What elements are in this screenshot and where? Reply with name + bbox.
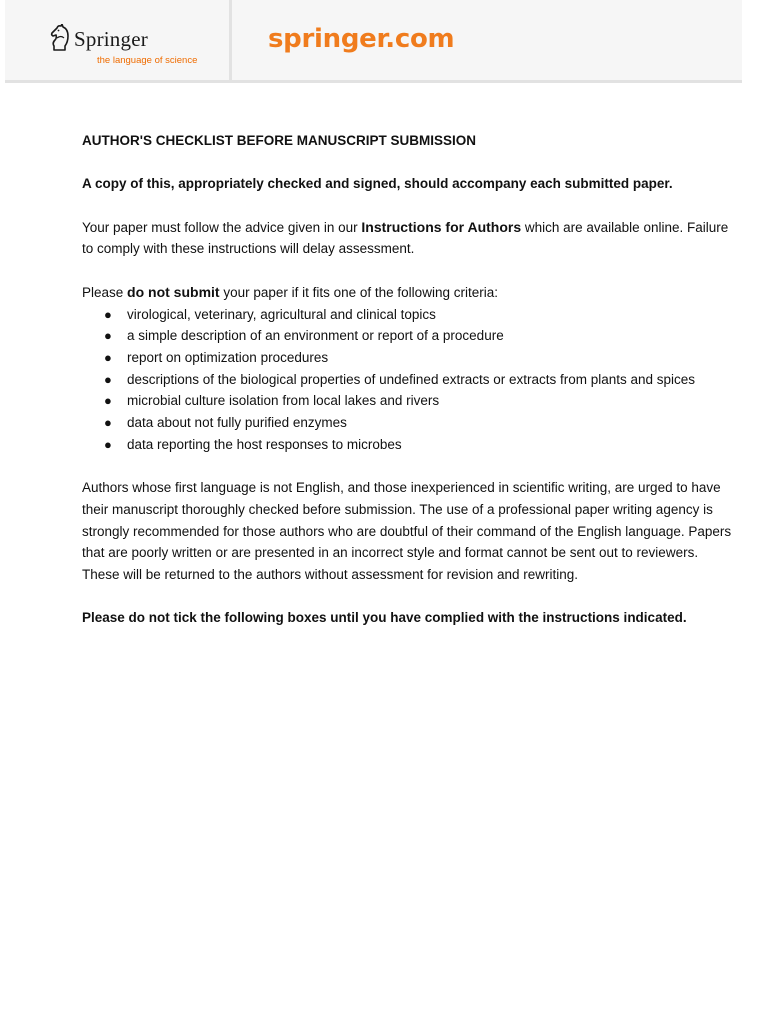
bullet-icon: ● [104, 328, 112, 344]
bullet-icon: ● [104, 349, 112, 365]
bullet-icon: ● [104, 306, 112, 322]
criteria-list [82, 304, 732, 456]
logo-tagline: the language of science [97, 55, 198, 66]
springer-site-link[interactable]: springer.com [268, 24, 455, 54]
list-item [82, 434, 732, 456]
bullet-icon: ● [104, 393, 112, 409]
springer-logo[interactable] [48, 24, 208, 72]
chess-knight-icon [48, 24, 72, 52]
header-divider [229, 0, 232, 80]
logo-name: Springer [74, 27, 148, 51]
list-item [82, 369, 732, 391]
bullet-icon: ● [104, 371, 112, 387]
bullet-icon: ● [104, 436, 112, 452]
bullet-icon: ● [104, 415, 112, 431]
document-body [82, 130, 732, 651]
criteria-text-before: Please [82, 284, 128, 300]
list-item [82, 304, 732, 326]
instructions-text-before: Your paper must follow the advice given in our [82, 219, 362, 235]
criterion-text: microbial culture isolation from local lakes and rivers [127, 393, 440, 409]
list-item [82, 347, 732, 369]
instructions-text-after: which are available online. Failure to comply with these instructions will delay assessment. [82, 219, 729, 257]
criteria-intro [82, 282, 732, 304]
criterion-text: data reporting the host responses to microbes [127, 436, 402, 452]
lead-sentence: A copy of this, appropriately checked and signed, should accompany each submitted paper. [82, 176, 673, 192]
criteria-text-after: your paper if it fits one of the following criteria: [219, 284, 498, 300]
do-not-submit-emphasis: do not submit [127, 283, 220, 300]
criterion-text: data about not fully purified enzymes [127, 415, 347, 431]
criterion-text: a simple description of an environment or report of a procedure [127, 328, 504, 344]
criterion-text: descriptions of the biological properties of undefined extracts or extracts from plants and spices [127, 371, 696, 387]
document-title: AUTHOR'S CHECKLIST BEFORE MANUSCRIPT SUBMISSION [82, 133, 476, 148]
criterion-text: report on optimization procedures [127, 349, 329, 365]
instructions-paragraph [82, 217, 732, 260]
closing-instruction: Please do not tick the following boxes until you have complied with the instructions indicated. [82, 610, 687, 626]
header-rule [5, 80, 742, 83]
list-item [82, 412, 732, 434]
instructions-for-authors-link[interactable]: Instructions for Authors [361, 218, 522, 235]
list-item [82, 390, 732, 412]
language-paragraph: Authors whose first language is not English, and those inexperienced in scientific writing, are urged to have their manuscript thoroughly checked before submission. The use of a professional paper writing agency is strongly recommended for those authors who are doubtful of their command of the English language. Papers that are poorly written or are presented in an incorrect style and format cannot be sent out to reviewers. These will be returned to the authors without assessment for revision and rewriting. [82, 480, 732, 582]
criterion-text: virological, veterinary, agricultural and clinical topics [127, 306, 436, 322]
list-item [82, 325, 732, 347]
